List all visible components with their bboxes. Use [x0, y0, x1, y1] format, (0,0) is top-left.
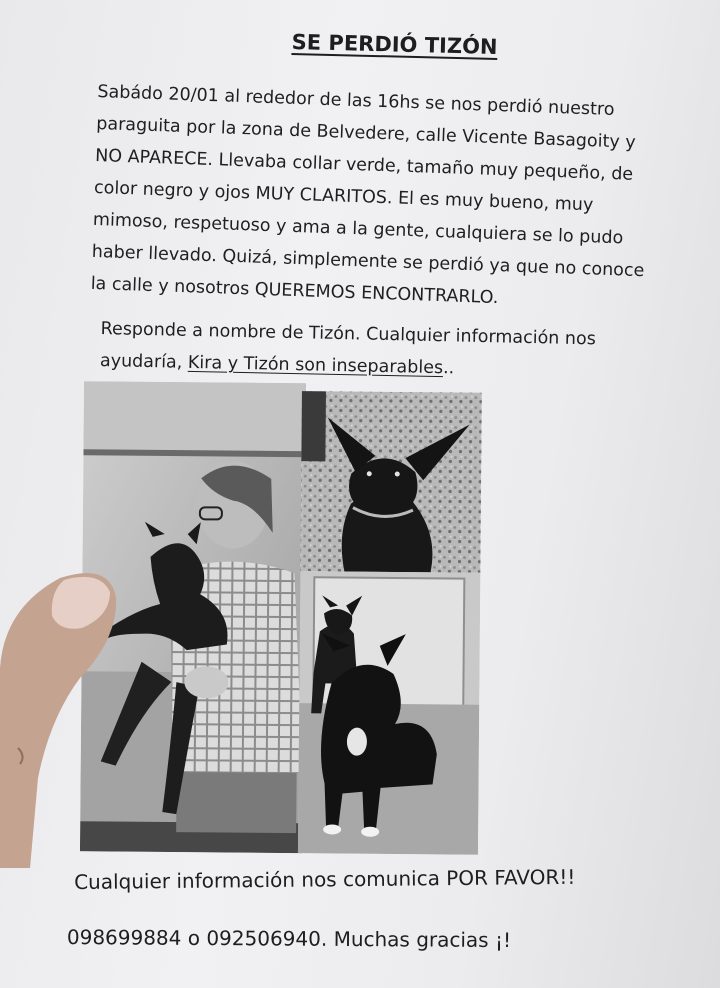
description-line: la calle y nosotros QUEREMOS ENCONTRARLO. [90, 273, 499, 309]
description-line: NO APARECE. Llevaba collar verde, tamaño muy pequeño, de [94, 145, 634, 185]
photo-collage [80, 381, 482, 854]
description-paragraph [90, 76, 657, 319]
name-line-prefix: ayudaría, [99, 350, 189, 373]
name-line-suffix: .. [442, 358, 455, 379]
closing-text: Cualquier información nos comunica POR FAVOR!! [74, 864, 576, 894]
description-line: color negro y ojos MUY CLARITOS. El es muy bueno, muy [93, 177, 594, 216]
finger-holding-paper [0, 568, 120, 868]
description-line: paraguita por la zona de Belvedere, calle Vicente Basagoity y [95, 113, 636, 153]
flyer-title: SE PERDIÓ TIZÓN [291, 30, 498, 60]
name-paragraph [100, 313, 661, 389]
photo-two-dogs [298, 571, 480, 855]
description-line: Sabádo 20/01 al rededor de las 16hs se nos perdió nuestro [97, 81, 615, 121]
contact-phones: 098699884 o 092506940. Muchas gracias ¡! [66, 925, 512, 953]
name-line: Responde a nombre de Tizón. Cualquier información nos [100, 318, 597, 350]
description-line: mimoso, respetuoso y ama a la gente, cualquiera se lo pudo [92, 209, 624, 249]
description-line: haber llevado. Quizá, simplemente se perdió ya que no conoce [91, 241, 645, 282]
photo-dog-portrait [300, 391, 482, 573]
inseparables-text: Kira y Tizón son inseparables [187, 352, 444, 379]
